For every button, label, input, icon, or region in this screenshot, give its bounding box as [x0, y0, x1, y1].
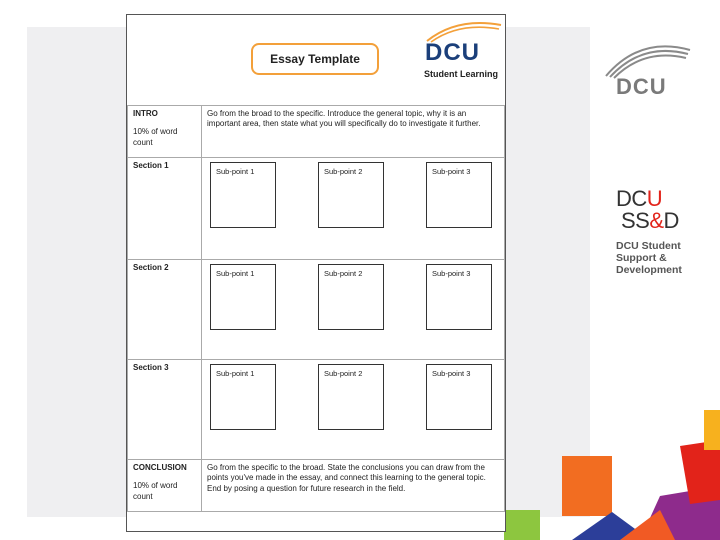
ssd-logo: [616, 188, 682, 276]
section-row: [128, 158, 505, 260]
essay-template-page: [126, 14, 506, 532]
subpoint-box: Sub-point 2: [318, 162, 384, 228]
ssd-line1: [616, 188, 682, 210]
ssd-name-line: DCU Student: [616, 240, 681, 252]
subpoint-box: Sub-point 1: [210, 264, 276, 330]
section-row: [128, 360, 505, 460]
intro-label-cell: [128, 106, 202, 158]
section-row: [128, 260, 505, 360]
intro-text: Go from the broad to the specific. Introduce the general topic, why it is an important area, then state what you will specifically do to investigate it further.: [202, 106, 505, 158]
conclusion-label-cell: [128, 460, 202, 512]
ssd-name: [616, 240, 682, 276]
section-subpoints-cell: [202, 158, 505, 260]
conclusion-text: Go from the specific to the broad. State the conclusions you can draw from the points you've made in the essay, and connect this learning to the general topic. End by posing a question for future research in the field.: [202, 460, 505, 512]
logo-text: DCU: [425, 39, 480, 66]
conclusion-label: CONCLUSION: [133, 463, 187, 472]
ssd-line1-dc: DC: [616, 186, 647, 211]
subpoint-box: Sub-point 3: [426, 264, 492, 330]
ssd-line2-ss: SS: [621, 208, 650, 233]
subpoint-box: Sub-point 3: [426, 364, 492, 430]
ssd-line1-u: U: [646, 186, 663, 211]
subpoint-box: Sub-point 2: [318, 264, 384, 330]
section-label: Section 1: [133, 161, 169, 170]
intro-row: [128, 106, 505, 158]
ssd-line2: [616, 210, 682, 232]
logo-subtitle: Student Learning: [424, 69, 498, 79]
yellow-shape: [704, 410, 720, 450]
section-label-cell: [128, 360, 202, 460]
green-shape: [504, 510, 540, 540]
section-label: Section 2: [133, 263, 169, 272]
conclusion-note: 10% of word count: [133, 481, 178, 501]
ssd-line2-amp: &: [649, 208, 664, 233]
subpoint-box: Sub-point 3: [426, 162, 492, 228]
decorative-corner-shapes: [500, 400, 720, 540]
section-label-cell: [128, 158, 202, 260]
section-subpoints-cell: [202, 360, 505, 460]
conclusion-row: [128, 460, 505, 512]
section-label: Section 3: [133, 363, 169, 372]
essay-structure-table: [127, 105, 505, 512]
page-title: Essay Template: [251, 43, 379, 75]
dcu-logo-top: [600, 40, 692, 104]
subpoint-box: Sub-point 1: [210, 162, 276, 228]
section-label-cell: [128, 260, 202, 360]
section-subpoints-cell: [202, 260, 505, 360]
ssd-line2-d: D: [663, 208, 679, 233]
ssd-name-line: Support &: [616, 252, 667, 264]
ssd-name-line: Development: [616, 264, 682, 276]
subpoint-box: Sub-point 2: [318, 364, 384, 430]
intro-label: INTRO: [133, 109, 158, 118]
dcu-student-learning-logo: [419, 19, 503, 81]
orange-shape: [562, 456, 612, 516]
intro-note: 10% of word count: [133, 127, 178, 147]
subpoint-box: Sub-point 1: [210, 364, 276, 430]
top-logo-text: DCU: [616, 74, 667, 99]
